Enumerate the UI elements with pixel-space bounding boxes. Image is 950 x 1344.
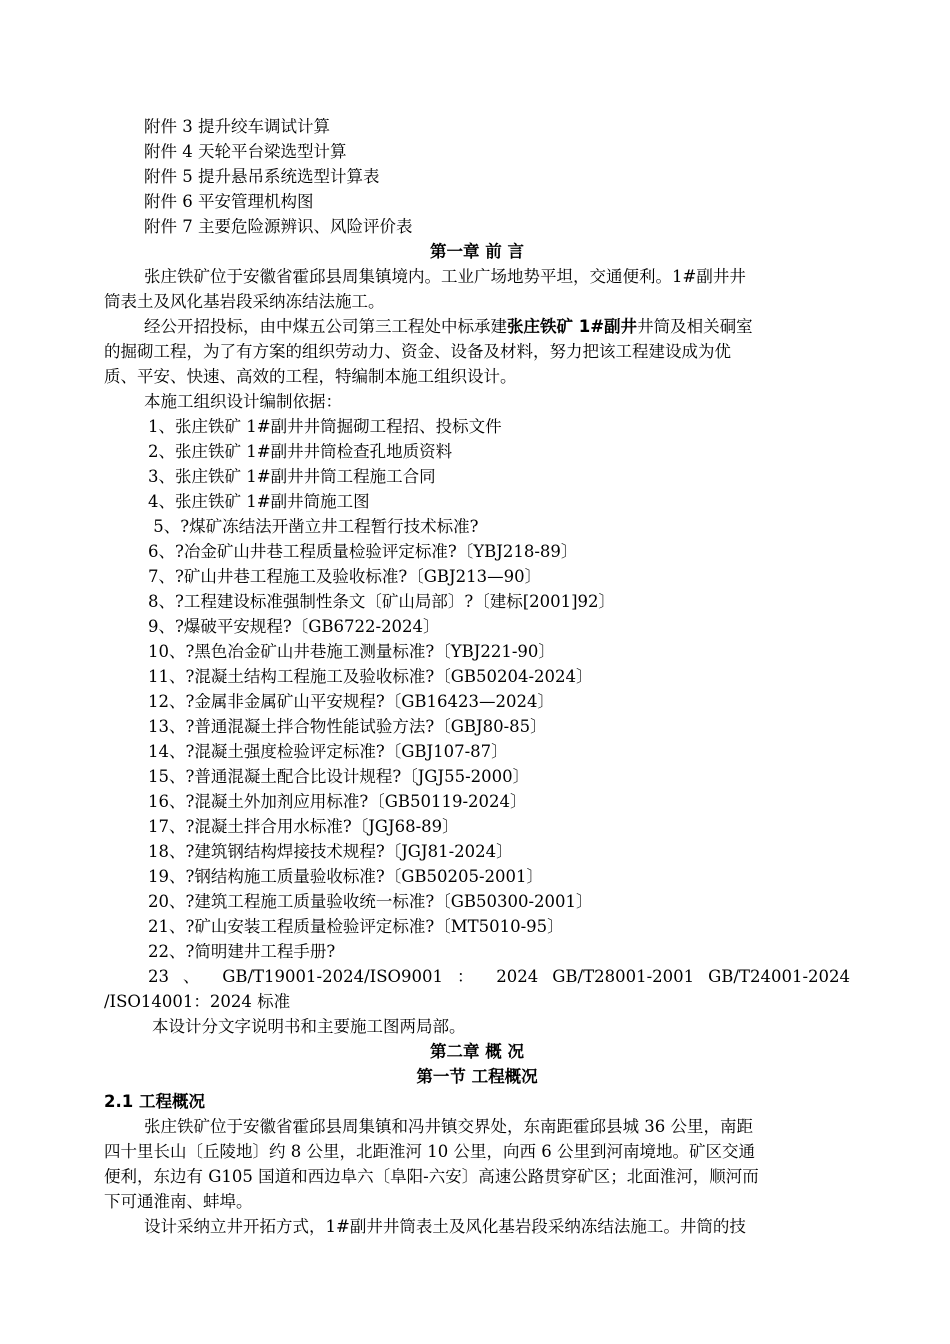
item23-part: 23 、 <box>148 967 209 986</box>
list-item: 8、?工程建设标准强制性条文〔矿山局部〕?〔建标[2001]92〕 <box>148 592 616 611</box>
list-item: 9、?爆破平安规程?〔GB6722-2024〕 <box>148 617 440 636</box>
list-item: 10、?黑色冶金矿山井巷施工测量标准?〔YBJ221-90〕 <box>148 642 555 661</box>
list-item: 22、?简明建井工程手册? <box>148 942 336 961</box>
attachment-item: 附件 3 提升绞车调试计算 <box>144 117 330 136</box>
attachment-item: 附件 5 提升悬吊系统选型计算表 <box>144 167 380 186</box>
list-item: 4、张庄铁矿 1#副井筒施工图 <box>148 492 370 511</box>
list-item: 2、张庄铁矿 1#副井井筒检查孔地质资料 <box>148 442 453 461</box>
item23-part: GB/T24001-2024 <box>708 967 851 986</box>
document-page <box>104 114 850 1239</box>
list-item: 18、?建筑钢结构焊接技术规程?〔JGJ81-2024〕 <box>148 842 513 861</box>
list-item: 5、?煤矿冻结法开凿立井工程暂行技术标准? <box>148 517 479 536</box>
item23-part: 2024 <box>496 967 539 986</box>
paragraph-line: 设计采纳立井开拓方式，1#副井井筒表土及风化基岩段采纳冻结法施工。井筒的技 <box>144 1217 746 1236</box>
list-item: 14、?混凝土强度检验评定标准?〔GBJ107-87〕 <box>148 742 508 761</box>
paragraph-line: 张庄铁矿位于安徽省霍邱县周集镇和冯井镇交界处，东南距霍邱县城 36 公里，南距 <box>144 1117 753 1136</box>
paragraph-line: 张庄铁矿位于安徽省霍邱县周集镇境内。工业广场地势平坦，交通便利。1#副井井 <box>144 267 746 286</box>
list-item: 15、?普通混凝土配合比设计规程?〔JGJ55-2000〕 <box>148 767 530 786</box>
list-item-23-cont: /ISO14001：2024 标准 <box>104 992 291 1011</box>
list-item: 17、?混凝土拌合用水标准?〔JGJ68-89〕 <box>148 817 459 836</box>
list-item: 11、?混凝土结构工程施工及验收标准?〔GB50204-2024〕 <box>148 667 593 686</box>
paragraph-line: 筒表土及风化基岩段采纳冻结法施工。 <box>104 292 385 311</box>
list-item: 20、?建筑工程施工质量验收统一标准?〔GB50300-2001〕 <box>148 892 593 911</box>
paragraph-line: 下可通淮南、蚌埠。 <box>104 1192 253 1211</box>
paragraph-text: 经公开招投标，由中煤五公司第三工程处中标承建 <box>144 317 507 336</box>
list-item: 3、张庄铁矿 1#副井井筒工程施工合同 <box>148 467 436 486</box>
list-item: 19、?钢结构施工质量验收标准?〔GB50205-2001〕 <box>148 867 544 886</box>
item23-part: ： <box>457 967 483 986</box>
list-item: 12、?金属非金属矿山平安规程?〔GB16423—2024〕 <box>148 692 554 711</box>
list-item: 7、?矿山井巷工程施工及验收标准?〔GBJ213—90〕 <box>148 567 542 586</box>
list-item: 13、?普通混凝土拌合物性能试验方法?〔GBJ80-85〕 <box>148 717 547 736</box>
closing-line: 本设计分文字说明书和主要施工图两局部。 <box>152 1017 466 1036</box>
list-item: 6、?冶金矿山井巷工程质量检验评定标准?〔YBJ218-89〕 <box>148 542 578 561</box>
list-item-23 <box>104 964 850 989</box>
paragraph-line <box>104 314 850 339</box>
attachment-item: 附件 6 平安管理机构图 <box>144 192 314 211</box>
paragraph-line: 质、平安、快速、高效的工程，特编制本施工组织设计。 <box>104 367 517 386</box>
attachment-list <box>104 114 850 239</box>
paragraph-line: 的掘砌工程，为了有方案的组织劳动力、资金、设备及材料，努力把该工程建设成为优 <box>104 342 731 361</box>
list-item: 21、?矿山安装工程质量检验评定标准?〔MT5010-95〕 <box>148 917 564 936</box>
subsection-title: 2.1 工程概况 <box>104 1092 205 1111</box>
attachment-item: 附件 4 天轮平台梁选型计算 <box>144 142 347 161</box>
paragraph-line: 便利，东边有 G105 国道和西边阜六〔阜阳-六安〕高速公路贯穿矿区；北面淮河，顺河而 <box>104 1167 759 1186</box>
attachment-item: 附件 7 主要危险源辨识、风险评价表 <box>144 217 413 236</box>
basis-list <box>104 414 850 964</box>
list-item: 1、张庄铁矿 1#副井井筒掘砌工程招、投标文件 <box>148 417 502 436</box>
item23-part: GB/T19001-2024/ISO9001 <box>222 967 444 986</box>
project-name-bold: 张庄铁矿 1#副井 <box>507 317 638 336</box>
paragraph-text: 井筒及相关硐室 <box>637 317 753 336</box>
basis-intro: 本施工组织设计编制依据： <box>144 392 342 411</box>
chapter-2-title: 第二章 概 况 <box>430 1042 524 1061</box>
list-item: 16、?混凝土外加剂应用标准?〔GB50119-2024〕 <box>148 792 527 811</box>
section-1-title: 第一节 工程概况 <box>416 1067 538 1086</box>
paragraph-line: 四十里长山〔丘陵地〕约 8 公里，北距淮河 10 公里，向西 6 公里到河南境地。矿区交通 <box>104 1142 755 1161</box>
chapter-1-title: 第一章 前 言 <box>430 242 524 261</box>
item23-part: GB/T28001-2001 <box>552 967 695 986</box>
